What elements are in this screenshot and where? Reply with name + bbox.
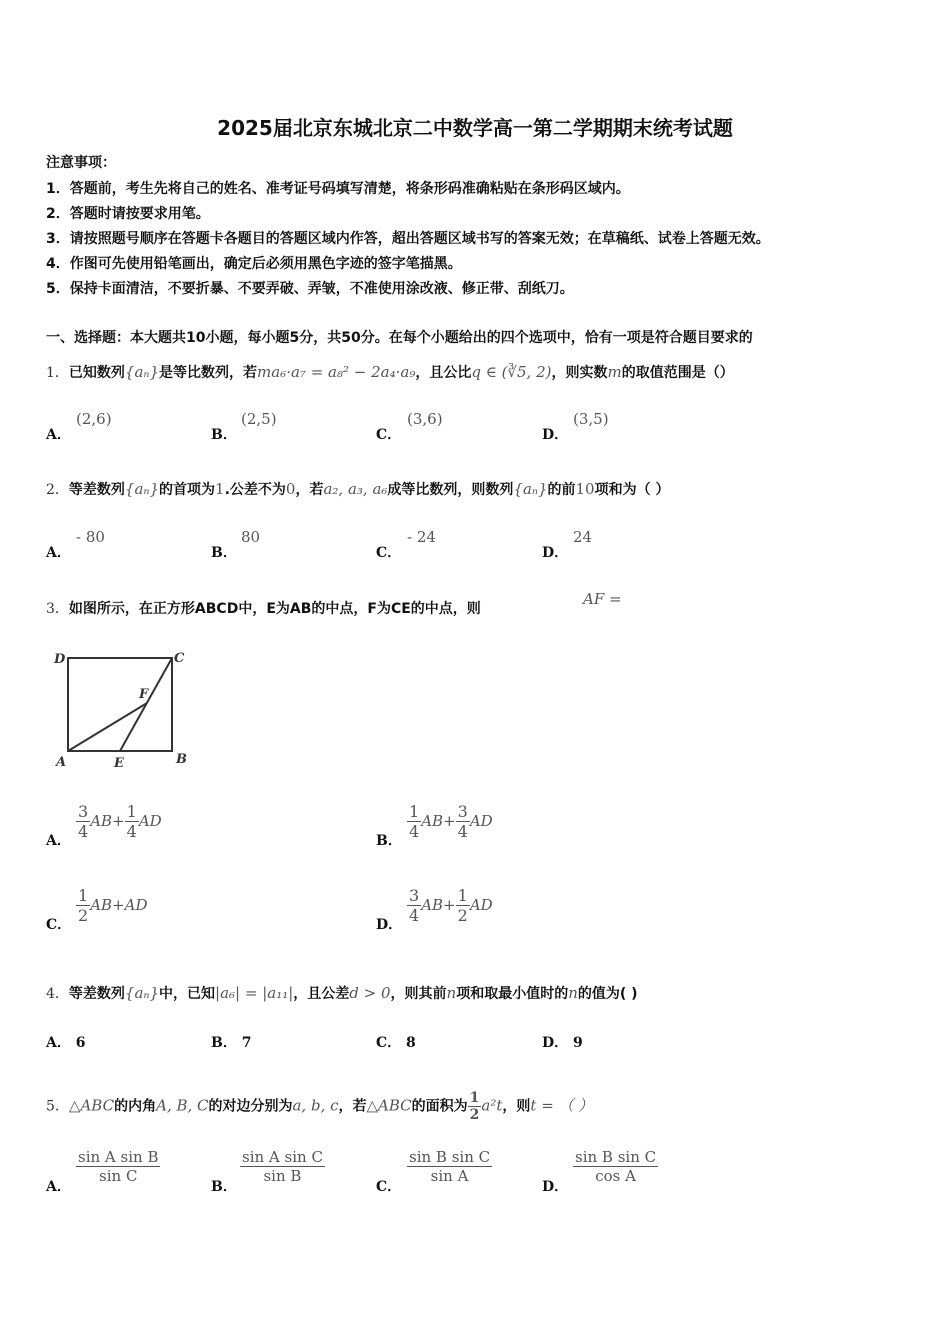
option-label: A． xyxy=(46,833,71,849)
segment-ec xyxy=(120,658,172,751)
option-value: 24 xyxy=(573,528,593,546)
option-label: C． xyxy=(376,545,402,561)
notice-item: 5．保持卡面清洁，不要折暴、不要弄破、弄皱，不准使用涂改液、修正带、刮纸刀。 xyxy=(46,281,574,297)
equation: ma₆·a₇ = a₈² − 2a₄·a₉ xyxy=(257,363,416,381)
option-fraction: $\frac{\text{sin B sin C}}{\text{sin A}}$ xyxy=(409,1148,491,1185)
notice-item: 1．答题前，考生先将自己的姓名、准考证号码填写清楚，将条形码准确粘贴在条形码区域内。 xyxy=(46,181,630,197)
option-label: C． xyxy=(376,427,402,443)
square-abcd xyxy=(68,658,172,751)
option-value: (2,6) xyxy=(76,410,112,428)
question-number: 3． xyxy=(46,601,69,617)
option-value: - 80 xyxy=(76,528,105,546)
section-heading: 一、选择题：本大题共10小题，每小题5分，共50分。在每个小题给出的四个选项中，恰有一项是符合题目要求的 xyxy=(46,330,753,346)
question-4: 4．等差数列{aₙ}中，已知|a₆| = |a₁₁|，且公差d > 0，则其前n项和取最小值时的n的值为( ) xyxy=(46,984,638,1002)
option-label: B． xyxy=(211,427,237,443)
notice-item: 2．答题时请按要求用笔。 xyxy=(46,206,210,222)
option-value: (3,6) xyxy=(407,410,443,428)
question-3: 3．如图所示，在正方形ABCD中，E为AB的中点，F为CE的中点，则 xyxy=(46,601,481,617)
option-expression: $\frac{3}{4}$ AB+ $\frac{1}{4}$ AD xyxy=(78,802,162,841)
option: D． 9 xyxy=(542,1035,583,1051)
option-label: A． xyxy=(46,1179,71,1195)
question-2: 2．等差数列{aₙ}的首项为1.公差不为0，若a₂, a₃, a₆成等比数列，则数列{aₙ}的前10项和为（ ） xyxy=(46,480,670,498)
option-expression: $\frac{3}{4}$ AB+ $\frac{1}{2}$ AD xyxy=(409,886,493,925)
label-f: F xyxy=(139,687,149,702)
label-e: E xyxy=(114,756,124,771)
option-label: C． xyxy=(376,1179,402,1195)
option-label: B． xyxy=(376,833,402,849)
notice-item: 4．作图可先使用铅笔画出，确定后必须用黑色字迹的签字笔描黑。 xyxy=(46,256,462,272)
option-expression: $\frac{1}{4}$ AB+ $\frac{3}{4}$ AD xyxy=(409,802,493,841)
option-label: D． xyxy=(542,1179,569,1195)
option-label: B． xyxy=(211,1179,237,1195)
ratio-range: q ∈ (∛5, 2) xyxy=(471,363,552,381)
question-number: 1． xyxy=(46,365,69,381)
label-c: C xyxy=(174,651,185,666)
option-label: D． xyxy=(542,545,569,561)
page-title: 2025届北京东城北京二中数学高一第二学期期末统考试题 xyxy=(217,116,733,140)
option: A． 6 xyxy=(46,1035,86,1051)
option-fraction: $\frac{\text{sin A sin B}}{\text{sin C}}$ xyxy=(78,1148,159,1185)
option-expression: $\frac{1}{2}$ AB+AD xyxy=(78,886,148,925)
question-1: 1．已知数列{aₙ}是等比数列，若ma₆·a₇ = a₈² − 2a₄·a₉，且公比q ∈ (∛5, 2)，则实数m的取值范围是（） xyxy=(46,363,734,381)
option-label: B． xyxy=(211,545,237,561)
option-fraction: $\frac{\text{sin B sin C}}{\text{cos A}}$ xyxy=(575,1148,657,1185)
segment-af xyxy=(68,703,147,751)
question-number: 5． xyxy=(46,1098,69,1115)
label-b: B xyxy=(176,752,187,767)
option-value: - 24 xyxy=(407,528,436,546)
vector-af: AF = xyxy=(583,590,622,608)
option-value: (2,5) xyxy=(241,410,277,428)
option-label: A． xyxy=(46,427,71,443)
option-label: D． xyxy=(542,427,569,443)
label-d: D xyxy=(54,652,66,667)
option-label: A． xyxy=(46,545,71,561)
option-value: 80 xyxy=(241,528,261,546)
notice-heading: 注意事项： xyxy=(46,155,116,171)
question-number: 2． xyxy=(46,482,69,498)
square-figure xyxy=(48,645,198,773)
label-a: A xyxy=(56,755,67,770)
notice-item: 3．请按照题号顺序在答题卡各题目的答题区域内作答，超出答题区域书写的答案无效；在草稿纸、试卷上答题无效。 xyxy=(46,231,770,247)
option: B． 7 xyxy=(211,1035,252,1051)
sequence-symbol: {aₙ} xyxy=(124,363,160,381)
question-number: 4． xyxy=(46,986,69,1002)
option: C． 8 xyxy=(376,1035,416,1051)
question-5: 5．△ABC的内角A, B, C的对边分别为a, b, c，若△ABC的面积为 $\frac{1}{2}$ a²t，则t = （ ） xyxy=(46,1090,594,1123)
option-label: C． xyxy=(46,917,72,933)
option-fraction: $\frac{\text{sin A sin C}}{\text{sin B}}$ xyxy=(242,1148,323,1185)
option-label: D． xyxy=(376,917,403,933)
option-value: (3,5) xyxy=(573,410,609,428)
